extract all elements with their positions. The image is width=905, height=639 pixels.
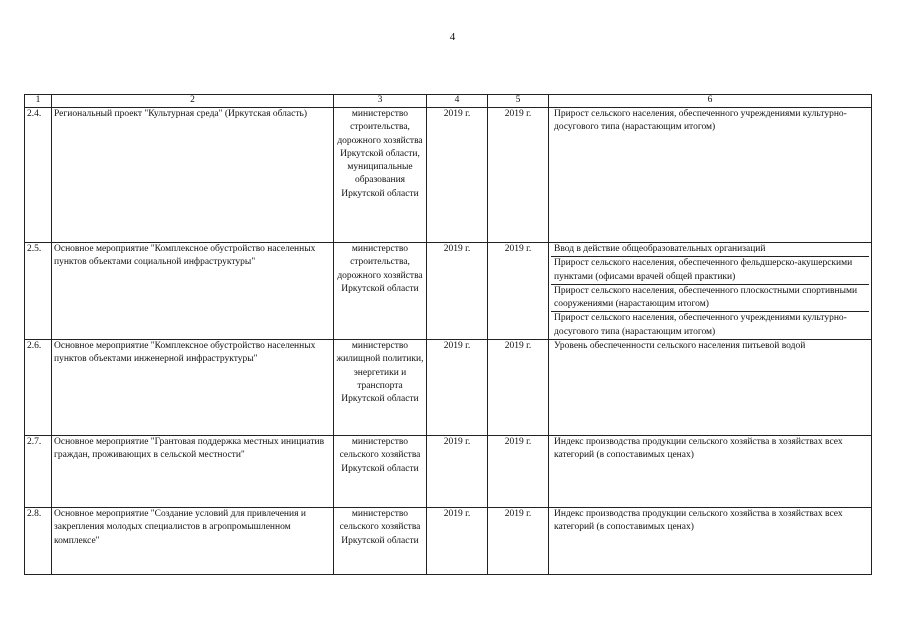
measures-table (24, 94, 872, 575)
responsible-executor: министерство сельского хозяйства Иркутской области (334, 436, 427, 508)
measure-name: Региональный проект "Культурная среда" (Иркутская область) (52, 108, 334, 243)
end-year: 2019 г. (488, 508, 549, 575)
responsible-executor: министерство сельского хозяйства Иркутской области (334, 508, 427, 575)
column-header: 2 (52, 95, 334, 108)
table-row (25, 508, 872, 575)
measure-name: Основное мероприятие "Комплексное обустройство населенных пунктов объектами инженерной инфраструктуры" (52, 340, 334, 436)
indicator-cell (549, 243, 872, 340)
indicator-text: Прирост сельского населения, обеспеченного фельдшерско-акушерскими пунктами (офисами врачей общей практики) (551, 256, 869, 284)
indicator-cell (549, 340, 872, 436)
indicator-text: Индекс производства продукции сельского хозяйства в хозяйствах всех категорий (в сопоставимых ценах) (554, 437, 843, 461)
row-number: 2.4. (25, 108, 52, 243)
table-header-row (25, 95, 872, 108)
table-row (25, 108, 872, 243)
indicator-text: Прирост сельского населения, обеспеченного учреждениями культурно-досугового типа (нарастающим итогом) (551, 311, 869, 339)
table-row (25, 436, 872, 508)
column-header: 5 (488, 95, 549, 108)
indicator-cell (549, 108, 872, 243)
start-year: 2019 г. (427, 243, 488, 340)
row-number: 2.8. (25, 508, 52, 575)
row-number: 2.6. (25, 340, 52, 436)
responsible-executor: министерство жилищной политики, энергетики и транспорта Иркутской области (334, 340, 427, 436)
measure-name: Основное мероприятие "Грантовая поддержка местных инициатив граждан, проживающих в сельской местности" (52, 436, 334, 508)
responsible-executor: министерство строительства, дорожного хозяйства Иркутской области, муниципальные образования Иркутской области (334, 108, 427, 243)
indicator-text: Индекс производства продукции сельского хозяйства в хозяйствах всех категорий (в сопоставимых ценах) (554, 509, 843, 533)
table-row (25, 243, 872, 340)
column-header: 3 (334, 95, 427, 108)
column-header: 4 (427, 95, 488, 108)
start-year: 2019 г. (427, 436, 488, 508)
indicator-text: Прирост сельского населения, обеспеченного плоскостными спортивными сооружениями (нарастающим итогом) (551, 284, 869, 312)
row-number: 2.5. (25, 243, 52, 340)
start-year: 2019 г. (427, 508, 488, 575)
column-header: 6 (549, 95, 872, 108)
column-header: 1 (25, 95, 52, 108)
start-year: 2019 г. (427, 108, 488, 243)
row-number: 2.7. (25, 436, 52, 508)
table-row (25, 340, 872, 436)
indicator-cell (549, 508, 872, 575)
measure-name: Основное мероприятие "Комплексное обустройство населенных пунктов объектами социальной инфраструктуры" (52, 243, 334, 340)
indicator-cell (549, 436, 872, 508)
indicator-text: Уровень обеспеченности сельского населения питьевой водой (554, 341, 806, 352)
end-year: 2019 г. (488, 340, 549, 436)
responsible-executor: министерство строительства, дорожного хозяйства Иркутской области (334, 243, 427, 340)
end-year: 2019 г. (488, 436, 549, 508)
end-year: 2019 г. (488, 108, 549, 243)
measure-name: Основное мероприятие "Создание условий для привлечения и закрепления молодых специалистов в агропромышленном комплексе" (52, 508, 334, 575)
page-number: 4 (449, 31, 456, 43)
start-year: 2019 г. (427, 340, 488, 436)
end-year: 2019 г. (488, 243, 549, 340)
indicator-text: Прирост сельского населения, обеспеченного учреждениями культурно-досугового типа (нарастающим итогом) (554, 109, 847, 133)
indicator-text: Ввод в действие общеобразовательных организаций (554, 244, 766, 254)
